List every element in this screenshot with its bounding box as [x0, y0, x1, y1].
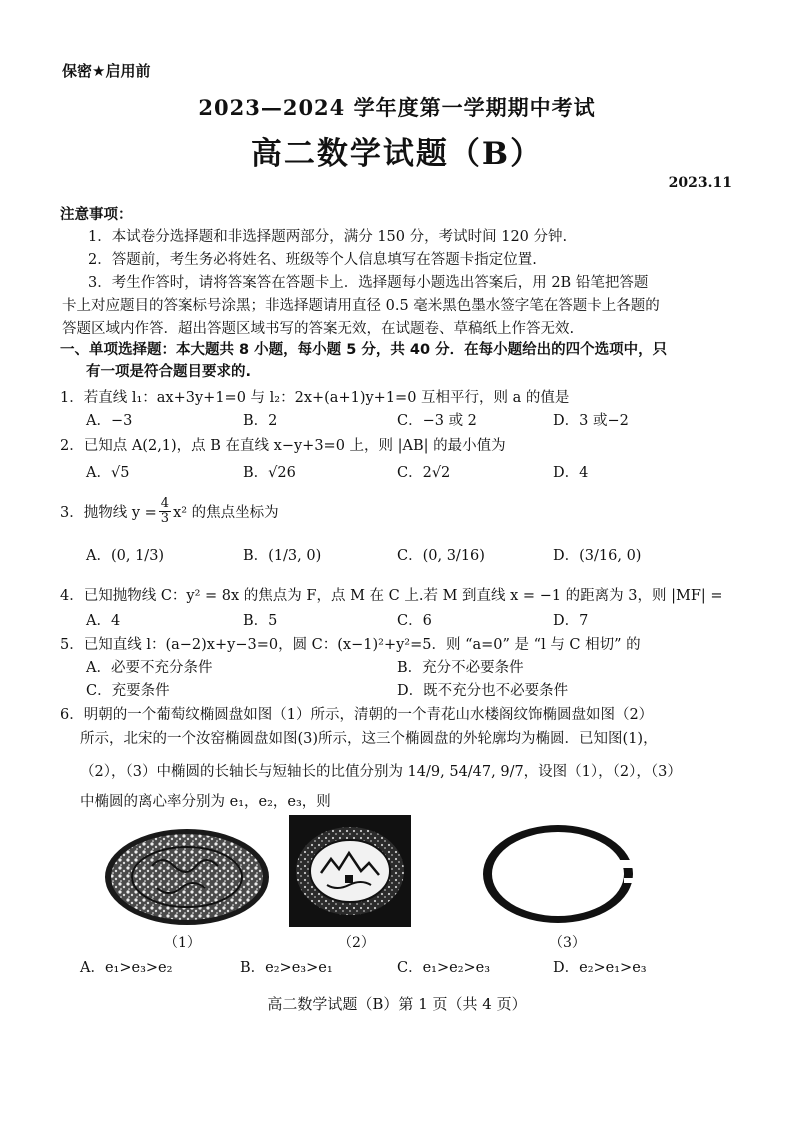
q4-option-c: C．6 [397, 613, 432, 629]
page-footer: 高二数学试题（B）第 1 页（共 4 页） [267, 995, 527, 1013]
q1-option-c: C．−3 或 2 [397, 413, 477, 429]
q3-option-a [86, 544, 164, 565]
q6-line2: 所示，北宋的一个汝窑椭圆盘如图(3)所示，这三个椭圆盘的外轮廓均为椭圆．已知图(1)， [80, 731, 658, 747]
note-1: 1．本试卷分选择题和非选择题两部分，满分 150 分，考试时间 120 分钟. [88, 229, 568, 245]
q4-option-d: D．7 [553, 613, 589, 629]
q6-option-c: C．e₁>e₂>e₃ [397, 960, 491, 976]
q3-a-label: A． [86, 548, 111, 564]
q3-d-value: (3/16, 0) [579, 548, 642, 564]
q3-option-c [397, 544, 485, 565]
section1-line2: 有一项是符合题目要求的. [86, 364, 252, 380]
note-3a: 3．考生作答时，请将答案答在答题卡上．选择题每小题选出答案后，用 2B 铅笔把答题 [88, 275, 649, 291]
q2-option-d: D．4 [553, 465, 589, 481]
q4-stem: 4．已知抛物线 C：y² = 8x 的焦点为 F，点 M 在 C 上.若 M 到直线 x = −1 的距离为 3，则 |MF| = [60, 588, 723, 604]
q2-stem: 2．已知点 A(2,1)，点 B 在直线 x−y+3=0 上，则 |AB| 的最小值为 [60, 438, 506, 454]
q3-option-b [243, 544, 321, 565]
q3-d-label: D． [553, 548, 580, 564]
q3-b-label: B． [243, 548, 269, 564]
q3-stem-post: x² 的焦点坐标为 [173, 505, 279, 521]
exam-title-line2: 高二数学试题（B） [250, 136, 544, 172]
exam-title-line1: 2023—2024 学年度第一学期期中考试 [198, 95, 596, 120]
q3-frac-num: 4 [160, 496, 170, 511]
q1-stem: 1．若直线 l₁：ax+3y+1=0 与 l₂：2x+(a+1)y+1=0 互相平行，则 a 的值是 [60, 390, 570, 406]
q5-option-d: D．既不充分也不必要条件 [397, 683, 569, 699]
figure-2-caption: （2） [338, 935, 375, 951]
figure-2-landscape-plate [289, 815, 411, 927]
q2-option-b: B．√26 [243, 465, 296, 481]
note-3b: 卡上对应题目的答案标号涂黑；非选择题请用直径 0.5 毫米黑色墨水签字笔在答题卡上各题的 [62, 298, 660, 314]
q5-stem: 5．已知直线 l：(a−2)x+y−3=0，圆 C：(x−1)²+y²=5．则 “a=0” 是 “l 与 C 相切” 的 [60, 637, 641, 653]
q5-option-b: B．充分不必要条件 [397, 660, 524, 676]
q1-option-a: A．−3 [86, 413, 133, 429]
q5-option-a: A．必要不充分条件 [86, 660, 213, 676]
section1-line1: 一、单项选择题：本大题共 8 小题，每小题 5 分，共 40 分．在每小题给出的四个选项中，只 [60, 342, 668, 358]
q3-a-value: (0, 1/3) [110, 548, 165, 564]
q2-option-c: C．2√2 [397, 465, 451, 481]
note-2: 2．答题前，考生务必将姓名、班级等个人信息填写在答题卡指定位置. [88, 252, 537, 268]
exam-date: 2023.11 [668, 175, 732, 191]
q6-option-d: D．e₂>e₁>e₃ [553, 960, 647, 976]
notes-heading: 注意事项： [60, 207, 133, 223]
q2-option-a: A．√5 [86, 465, 130, 481]
q3-c-label: C． [397, 548, 423, 564]
q6-line1: 6．明朝的一个葡萄纹椭圆盘如图（1）所示，清朝的一个青花山水楼阁纹饰椭圆盘如图（2） [60, 707, 654, 723]
q3-frac-den: 3 [160, 511, 170, 526]
figure-3-caption: （3） [549, 935, 586, 951]
q4-option-a: A．4 [86, 613, 121, 629]
q3-option-d [553, 544, 641, 565]
q3-stem [60, 497, 279, 526]
q1-option-d: D．3 或−2 [553, 413, 629, 429]
figure-1-grape-plate [102, 826, 272, 928]
q3-b-value: (1/3, 0) [268, 548, 322, 564]
q6-line3: （2），（3）中椭圆的长轴长与短轴长的比值分别为 14/9, 54/47, 9/7，设图（1），（2），（3） [80, 764, 682, 780]
q3-stem-pre: 3．抛物线 y = [60, 505, 157, 521]
q5-option-c: C．充要条件 [86, 683, 170, 699]
q3-fraction [159, 497, 171, 526]
confidential-label: 保密★启用前 [62, 62, 151, 80]
q6-line4: 中椭圆的离心率分别为 e₁，e₂，e₃，则 [80, 794, 331, 810]
note-3c: 答题区域内作答．超出答题区域书写的答案无效，在试题卷、草稿纸上作答无效. [62, 321, 575, 337]
q4-option-b: B．5 [243, 613, 278, 629]
q6-option-b: B．e₂>e₃>e₁ [240, 960, 333, 976]
figure-3-ru-ware-plate [478, 820, 638, 928]
figure-1-caption: （1） [164, 935, 201, 951]
q6-option-a: A．e₁>e₃>e₂ [80, 960, 173, 976]
q3-c-value: (0, 3/16) [422, 548, 485, 564]
q1-option-b: B．2 [243, 413, 278, 429]
